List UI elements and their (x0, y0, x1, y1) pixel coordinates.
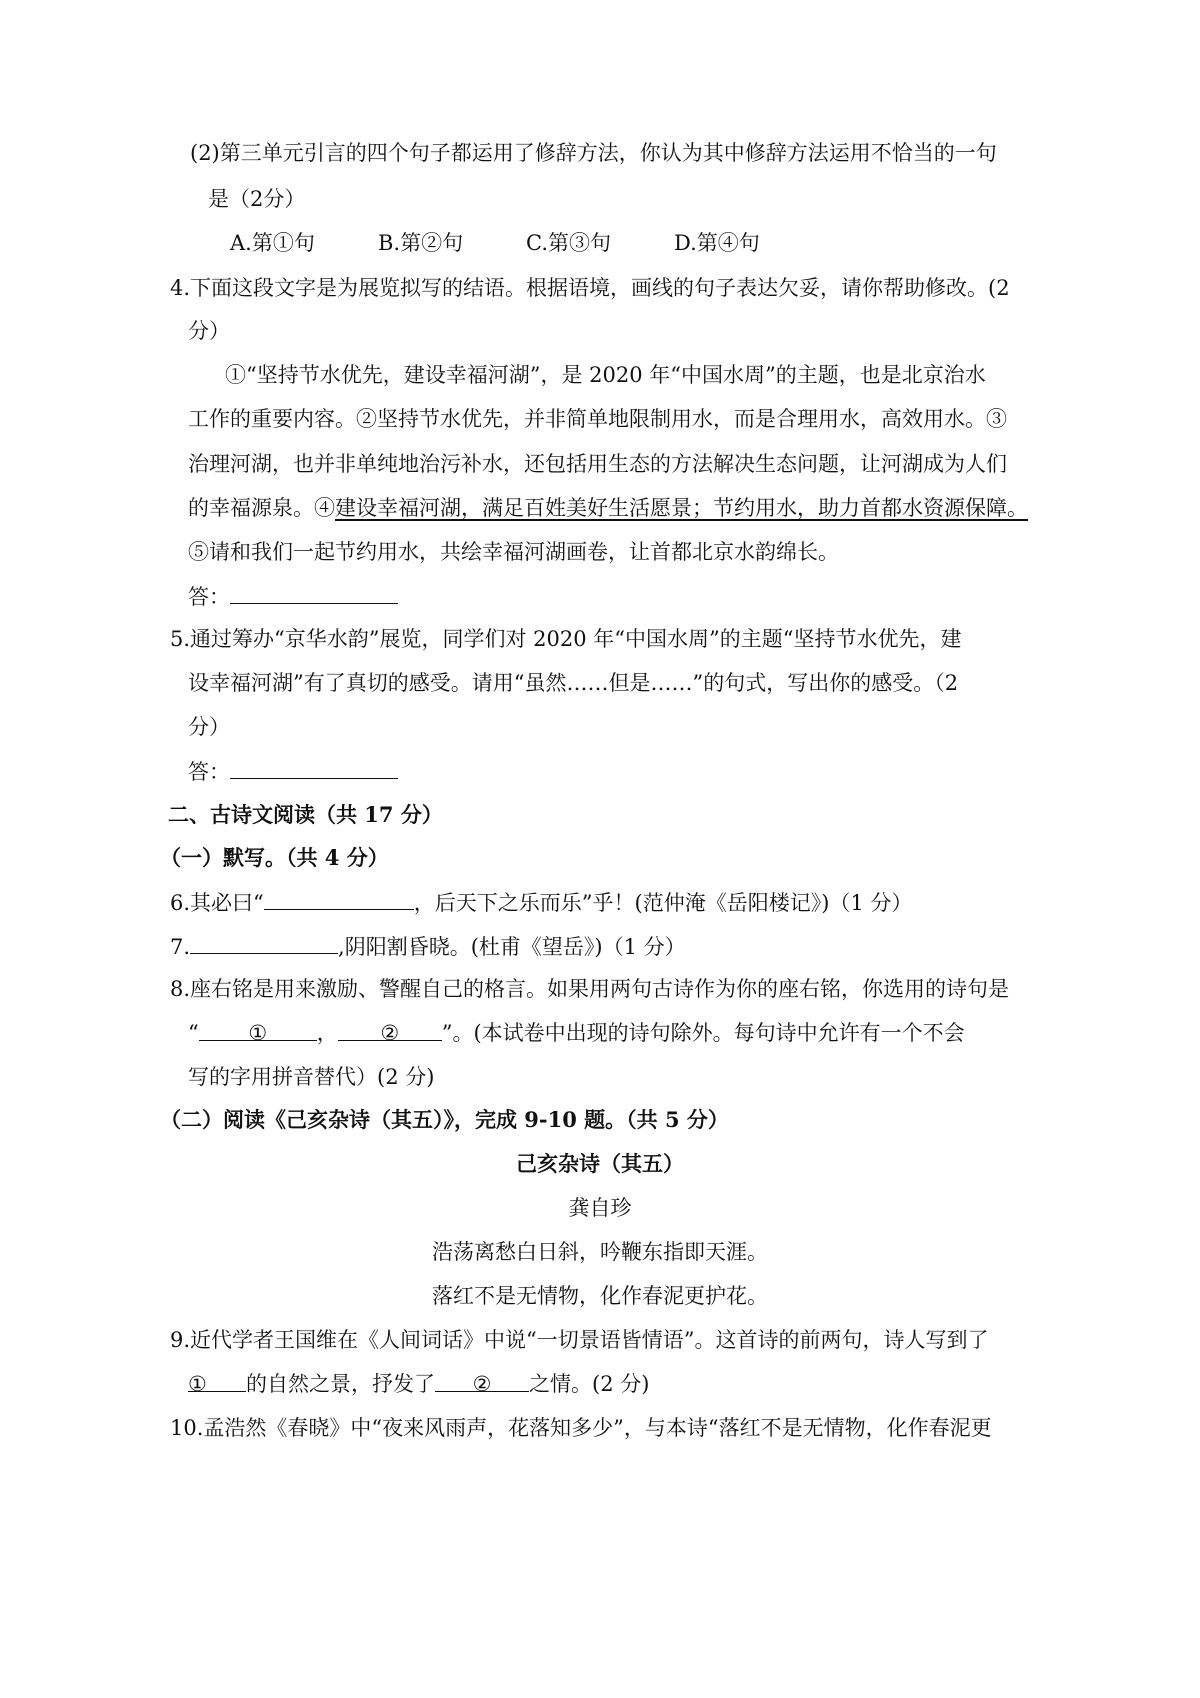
q4-stem-cont: 分） (188, 319, 230, 343)
q4-answer-field[interactable] (230, 581, 398, 604)
q4-passage-line: 治理河湖，也并非单纯地治污补水，还包括用生态的方法解决生态问题，让河湖成为人们 (188, 452, 1007, 476)
q9-stem: 9.近代学者王国维在《人间词话》中说“一切景语皆情语”。这首诗的前两句，诗人写到了 (170, 1328, 989, 1352)
q4-passage-prefix: 的幸福源泉。④ (188, 496, 335, 520)
poem-author: 龚自珍 (568, 1196, 632, 1220)
q5-stem-cont: 设幸福河湖”有了真切的感受。请用“虽然……但是……”的句式，写出你的感受。（2 (188, 671, 959, 695)
q4-passage-line (188, 493, 1028, 523)
q7-prefix: 7. (170, 935, 191, 959)
q5-answer-field[interactable] (230, 756, 398, 779)
q4-underlined-sentence: 建设幸福河湖，满足百姓美好生活愿景；节约用水，助力首都水资源保障。 (335, 496, 1028, 520)
q6 (170, 887, 912, 918)
q4-stem: 4.下面这段文字是为展览拟写的结语。根据语境，画线的句子表达欠妥，请你帮助修改。(2 (170, 276, 1010, 300)
q4-passage-line: 工作的重要内容。②坚持节水优先，并非简单地限制用水，而是合理用水，高效用水。③ (188, 407, 1007, 431)
q7-blank[interactable] (190, 931, 338, 954)
q7-suffix: ,阴阳割昏晓。(杜甫《望岳》)（1 分） (338, 935, 686, 959)
q9-blank-2[interactable]: ② (435, 1369, 529, 1392)
answer-label: 答： (188, 760, 230, 784)
section-title: 二、古诗文阅读（共 17 分） (168, 802, 443, 827)
q6-suffix: ，后天下之乐而乐”乎！(范仲淹《岳阳楼记》)（1 分） (413, 891, 913, 915)
q9-mid: 的自然之景，抒发了 (246, 1372, 435, 1396)
option-c[interactable]: C.第③句 (526, 231, 611, 255)
poem-line: 落红不是无情物，化作春泥更护花。 (432, 1284, 768, 1308)
q8-blank-2[interactable]: ② (338, 1018, 442, 1041)
q8-stem: 8.座右铭是用来激励、警醒自己的格言。如果用两句古诗作为你的座右铭，你选用的诗句是 (170, 977, 1010, 1001)
q8-blanks-line (188, 1018, 965, 1048)
q8-stem-cont: ”。(本试卷中出现的诗句除外。每句诗中允许有一个不会 (441, 1021, 965, 1045)
q4-passage-line: ⑤请和我们一起节约用水，共绘幸福河湖画卷，让首都北京水韵绵长。 (188, 540, 839, 564)
q5-stem: 5.通过筹办“京华水韵”展览，同学们对 2020 年“中国水周”的主题“坚持节水优先，建 (170, 627, 962, 651)
subsection-title: （二）阅读《己亥杂诗（其五）》，完成 9-10 题。（共 5 分） (160, 1107, 729, 1132)
q3-2-options (230, 228, 822, 258)
q6-prefix: 6.其必曰“ (170, 891, 264, 915)
q8-blank-1[interactable]: ① (199, 1018, 317, 1041)
q5-stem-cont: 分） (188, 715, 230, 739)
option-a[interactable]: A.第①句 (230, 231, 315, 255)
q3-2-stem: (2)第三单元引言的四个句子都运用了修辞方法，你认为其中修辞方法运用不恰当的一句 (190, 141, 997, 165)
option-b[interactable]: B.第②句 (378, 231, 464, 255)
q9-end: 之情。(2 分) (529, 1372, 650, 1396)
option-d[interactable]: D.第④句 (674, 231, 760, 255)
answer-label: 答： (188, 585, 230, 609)
q8-open-quote: “ (188, 1021, 199, 1045)
q7 (170, 931, 686, 962)
q10-stem: 10.孟浩然《春晓》中“夜来风雨声，花落知多少”，与本诗“落红不是无情物，化作春泥更 (170, 1416, 992, 1440)
poem-line: 浩荡离愁白日斜，吟鞭东指即天涯。 (432, 1240, 768, 1264)
q4-answer (188, 581, 398, 612)
q5-answer (188, 756, 398, 787)
subsection-title: （一）默写。（共 4 分） (160, 845, 389, 870)
q8-comma: ， (316, 1021, 338, 1045)
poem-title: 己亥杂诗（其五） (516, 1151, 684, 1176)
q6-blank[interactable] (264, 887, 414, 910)
q8-stem-cont: 写的字用拼音替代）(2 分) (188, 1065, 435, 1089)
q3-2-stem-cont: 是（2分） (208, 187, 306, 211)
q9-blanks-line (188, 1369, 649, 1399)
q4-passage-line: ①“坚持节水优先，建设幸福河湖”，是 2020 年“中国水周”的主题，也是北京治水 (225, 363, 986, 387)
q9-blank-1[interactable]: ① (188, 1369, 246, 1392)
